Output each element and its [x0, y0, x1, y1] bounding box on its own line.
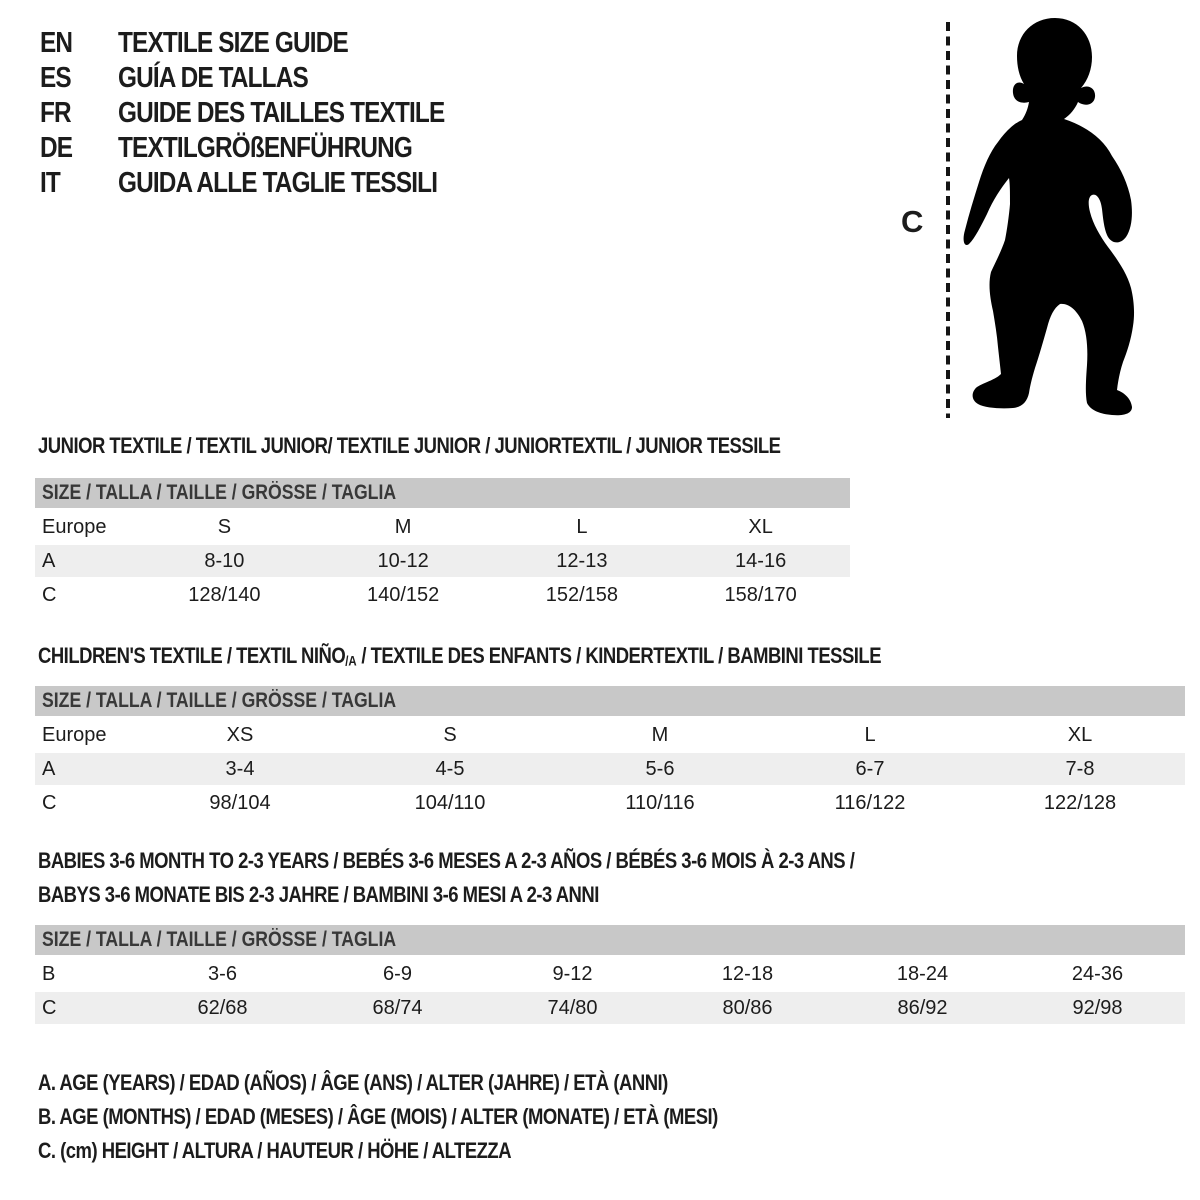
language-code [40, 62, 118, 95]
language-code-text: FR [40, 97, 71, 129]
section-title-segment: /A [345, 653, 357, 669]
value-cell: 12-13 [493, 544, 672, 578]
value-cell: XL [748, 515, 773, 538]
value-cell: 14-16 [671, 544, 850, 578]
footnote-text: A. AGE (YEARS) / EDAD (AÑOS) / ÂGE (ANS) / ALTER (JAHRE) / ETÀ (ANNI) [38, 1070, 668, 1095]
language-row [40, 61, 507, 96]
section-title-text: BABIES 3-6 MONTH TO 2-3 YEARS / BEBÉS 3-6 MESES A 2-3 AÑOS / BÉBÉS 3-6 MOIS À 2-3 ANS / [38, 848, 855, 873]
babies-section-title [38, 844, 1010, 912]
row-label: C [35, 991, 135, 1025]
value-cell: S [217, 515, 232, 538]
value-cell: 18-24 [896, 962, 949, 985]
value-cell: S [443, 723, 457, 746]
value-cell: L [864, 723, 876, 746]
value-cell: XS [226, 723, 254, 746]
table-row [35, 957, 1185, 992]
size-header-cell [35, 925, 1185, 957]
children-section-title [38, 639, 1042, 679]
value-cell: M [394, 515, 412, 538]
language-title-list [40, 26, 507, 201]
language-row [40, 26, 507, 61]
table-row [35, 786, 1185, 819]
row-label: C [42, 583, 57, 606]
value-cell: 6-9 [383, 962, 412, 985]
junior-size-table [35, 478, 850, 611]
section-title-segment: CHILDREN'S TEXTILE / TEXTIL NIÑO [38, 643, 346, 668]
value-cell: 98/104 [209, 791, 271, 814]
size-header-cell [35, 686, 1185, 718]
size-header-text: SIZE / TALLA / TAILLE / GRÖSSE / TAGLIA [42, 689, 397, 712]
language-code [40, 27, 118, 60]
height-measure-dashed-line [944, 19, 952, 421]
table-row [35, 544, 850, 578]
value-cell: 68/74 [310, 991, 485, 1025]
value-cell: 122/128 [1043, 791, 1117, 814]
value-cell: 7-8 [975, 752, 1185, 786]
language-code [40, 97, 118, 130]
value-cell: 3-4 [135, 752, 345, 786]
children-size-table [35, 686, 1185, 819]
footnote-line [38, 1100, 847, 1134]
size-header-text: SIZE / TALLA / TAILLE / GRÖSSE / TAGLIA [42, 481, 397, 504]
row-label: Europe [42, 515, 107, 538]
value-cell: XL [1067, 723, 1093, 746]
value-cell: 104/110 [414, 791, 486, 814]
size-header-row [35, 925, 1185, 957]
table-row [35, 991, 1185, 1025]
language-code-text: ES [40, 62, 71, 94]
footnote-line [38, 1134, 847, 1168]
language-guide-title: TEXTILGRÖßENFÜHRUNG [118, 132, 412, 164]
section-title-line [38, 878, 1010, 912]
language-row [40, 166, 507, 201]
value-cell: 9-12 [552, 962, 593, 985]
row-label: A [35, 544, 135, 578]
language-code-text: DE [40, 132, 73, 164]
section-title-segment: / TEXTILE DES ENFANTS / KINDERTEXTIL / BAMBINI TESSILE [356, 643, 882, 668]
section-title-line [38, 639, 1042, 679]
size-header-row [35, 686, 1185, 718]
language-row [40, 131, 507, 166]
section-title-line [38, 429, 922, 463]
language-code [40, 167, 118, 200]
value-cell: 86/92 [835, 991, 1010, 1025]
table-row [35, 510, 850, 545]
value-cell: M [651, 723, 669, 746]
footnote-line [38, 1066, 847, 1100]
height-measure-label: C [901, 204, 924, 239]
size-header-cell [35, 478, 850, 510]
value-cell: 110/116 [625, 791, 695, 814]
value-cell: 80/86 [660, 991, 835, 1025]
language-code-text: EN [40, 27, 73, 59]
value-cell: 158/170 [724, 583, 797, 606]
row-label: B [42, 962, 56, 985]
section-title-text [38, 639, 881, 679]
footnote-text: C. (cm) HEIGHT / ALTURA / HAUTEUR / HÖHE / ALTEZZA [38, 1138, 512, 1163]
language-guide-title: GUÍA DE TALLAS [118, 62, 308, 94]
row-label: A [35, 752, 135, 786]
babies-size-table [35, 925, 1185, 1026]
section-title-text: JUNIOR TEXTILE / TEXTIL JUNIOR/ TEXTILE JUNIOR / JUNIORTEXTIL / JUNIOR TESSILE [38, 433, 781, 458]
table-row [35, 718, 1185, 753]
value-cell: 140/152 [366, 583, 440, 606]
language-code [40, 132, 118, 165]
value-cell: 116/122 [834, 791, 906, 814]
footnote-text: B. AGE (MONTHS) / EDAD (MESES) / ÂGE (MOIS) / ALTER (MONATE) / ETÀ (MESI) [38, 1104, 718, 1129]
size-header-row [35, 478, 850, 510]
value-cell: 8-10 [135, 544, 314, 578]
language-code-text: IT [40, 167, 60, 199]
value-cell: 5-6 [555, 752, 765, 786]
value-cell: 24-36 [1071, 962, 1124, 985]
value-cell: 92/98 [1010, 991, 1185, 1025]
value-cell: 62/68 [135, 991, 310, 1025]
value-cell: 10-12 [314, 544, 493, 578]
size-header-text: SIZE / TALLA / TAILLE / GRÖSSE / TAGLIA [42, 928, 397, 951]
value-cell: L [576, 515, 588, 538]
value-cell: 12-18 [721, 962, 774, 985]
value-cell: 4-5 [345, 752, 555, 786]
row-label: Europe [42, 723, 107, 746]
language-guide-title: GUIDA ALLE TAGLIE TESSILI [118, 167, 438, 199]
section-title-line [38, 844, 1010, 878]
value-cell: 128/140 [188, 583, 261, 606]
legend-footnotes [38, 1066, 847, 1168]
row-label: C [42, 791, 57, 814]
section-title-text: BABYS 3-6 MONATE BIS 2-3 JAHRE / BAMBINI 3-6 MESI A 2-3 ANNI [38, 882, 599, 907]
junior-section-title [38, 429, 922, 463]
value-cell: 152/158 [545, 583, 619, 606]
value-cell: 3-6 [208, 962, 237, 985]
toddler-silhouette-icon [960, 16, 1145, 421]
value-cell: 74/80 [485, 991, 660, 1025]
language-guide-title: GUIDE DES TAILLES TEXTILE [118, 97, 445, 129]
value-cell: 6-7 [765, 752, 975, 786]
language-row [40, 96, 507, 131]
table-row [35, 578, 850, 611]
language-guide-title: TEXTILE SIZE GUIDE [118, 27, 348, 59]
table-row [35, 752, 1185, 786]
